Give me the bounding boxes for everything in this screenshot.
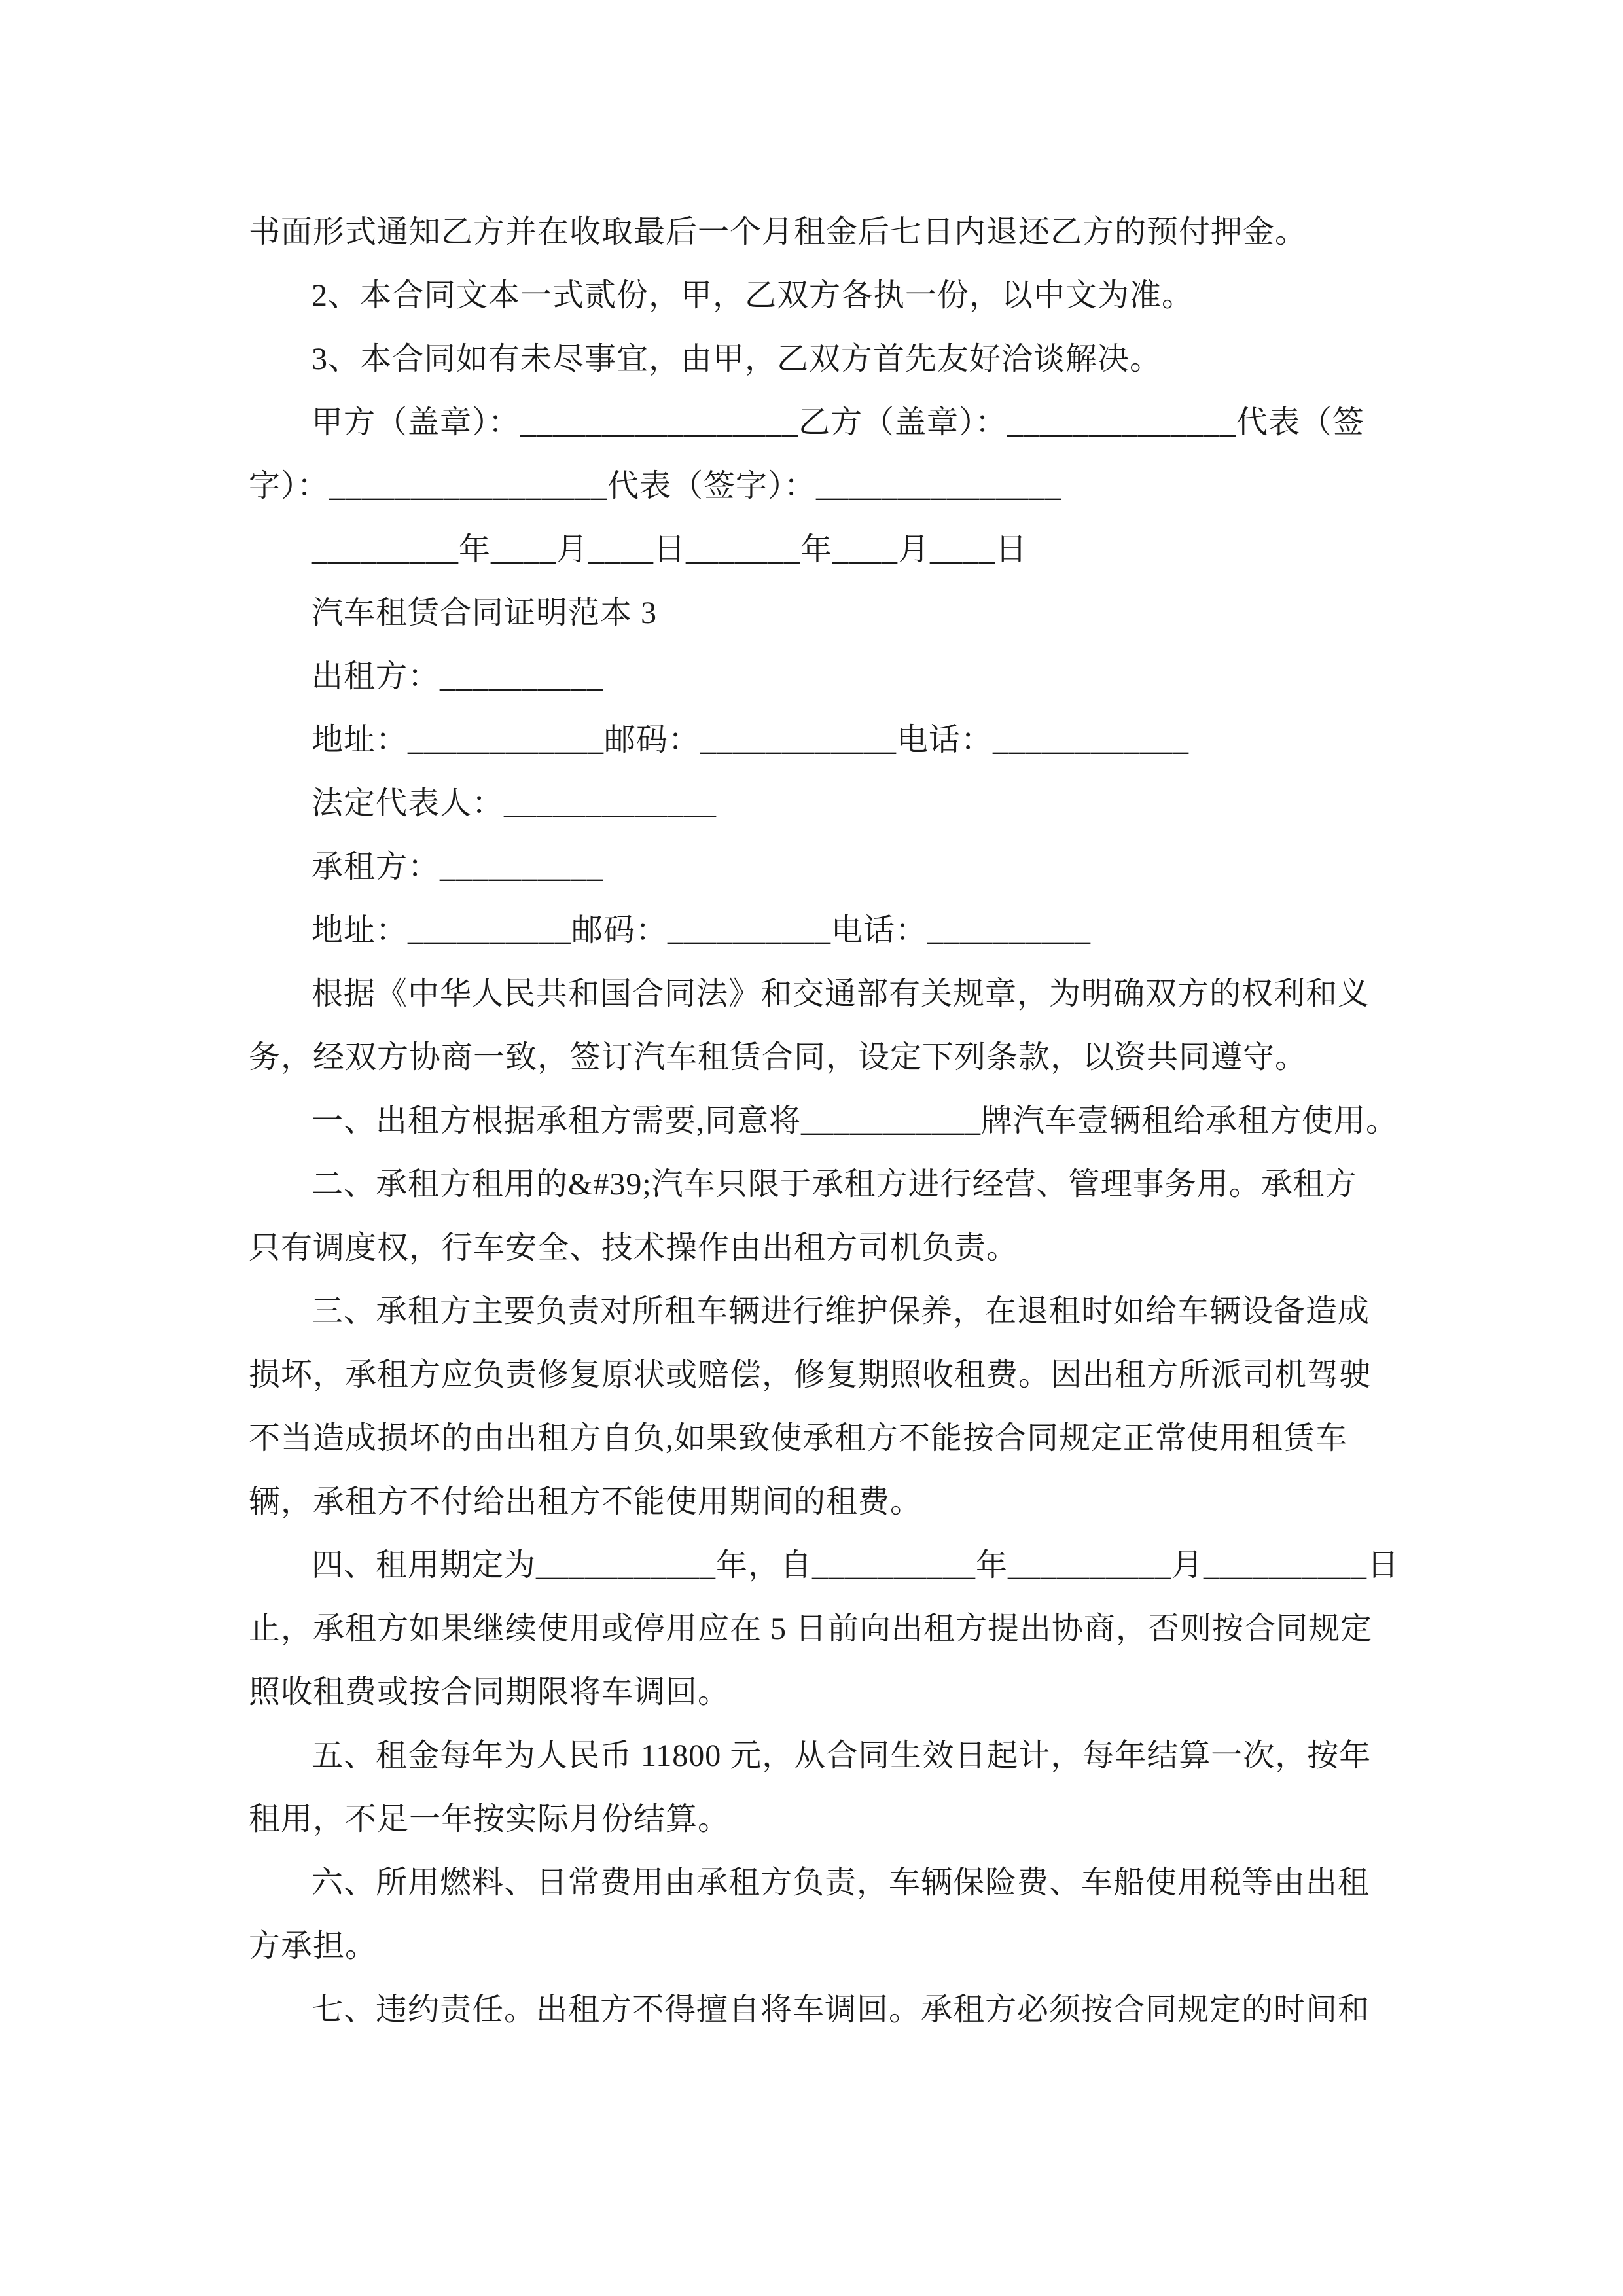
document-line: 法定代表人：_____________ <box>312 786 717 821</box>
document-line: 六、所用燃料、日常费用由承租方负责，车辆保险费、车船使用税等由出租 <box>312 1865 1370 1900</box>
document-line: 不当造成损坏的由出租方自负,如果致使承租方不能按合同规定正常使用租赁车 <box>249 1421 1348 1456</box>
document-line: 书面形式通知乙方并在收取最后一个月租金后七日内退还乙方的预付押金。 <box>249 215 1308 249</box>
document-line: 务，经双方协商一致，签订汽车租赁合同，设定下列条款，以资共同遵守。 <box>249 1040 1308 1075</box>
document-line: 止，承租方如果继续使用或停用应在 5 日前向出租方提出协商，否则按合同规定 <box>249 1611 1373 1646</box>
document-line: 3、本合同如有未尽事宜，由甲，乙双方首先友好洽谈解决。 <box>312 342 1162 376</box>
document-line: 地址：__________邮码：__________电话：__________ <box>312 913 1092 948</box>
document-line: 地址：____________邮码：____________电话：____________ <box>312 723 1190 757</box>
document-line: 二、承租方租用的&#39;汽车只限于承租方进行经营、管理事务用。承租方 <box>312 1167 1357 1202</box>
document-line: 七、违约责任。出租方不得擅自将车调回。承租方必须按合同规定的时间和 <box>312 1992 1370 2027</box>
document-line: 承租方：__________ <box>312 850 604 884</box>
document-line: 一、出租方根据承租方需要,同意将___________牌汽车壹辆租给承租方使用。 <box>312 1103 1399 1138</box>
document-line: 汽车租赁合同证明范本 3 <box>312 596 658 630</box>
document-line: _________年____月____日_______年____月____日 <box>312 532 1028 567</box>
document-line: 方承担。 <box>249 1929 378 1964</box>
document-line: 出租方：__________ <box>312 659 604 694</box>
document-line: 四、租用期定为___________年，自__________年__________月__________日 <box>312 1548 1400 1583</box>
document-line: 租用，不足一年按实际月份结算。 <box>249 1802 730 1837</box>
document-line: 字）：_________________代表（签字）：_______________ <box>249 469 1062 503</box>
document-line: 三、承租方主要负责对所租车辆进行维护保养，在退租时如给车辆设备造成 <box>312 1294 1370 1329</box>
document-line: 照收租费或按合同期限将车调回。 <box>249 1675 730 1710</box>
document-line: 只有调度权，行车安全、技术操作由出租方司机负责。 <box>249 1230 1019 1265</box>
document-line: 甲方（盖章）：_________________乙方（盖章）：______________代表（签 <box>312 405 1365 440</box>
document-line: 2、本合同文本一式贰份，甲，乙双方各执一份，以中文为准。 <box>312 278 1194 313</box>
document-body <box>249 200 1400 2041</box>
document-line: 损坏，承租方应负责修复原状或赔偿，修复期照收租费。因出租方所派司机驾驶 <box>249 1357 1372 1392</box>
document-line: 辆，承租方不付给出租方不能使用期间的租费。 <box>249 1484 923 1519</box>
document-line: 根据《中华人民共和国合同法》和交通部有关规章，为明确双方的权利和义 <box>312 977 1370 1011</box>
document-line: 五、租金每年为人民币 11800 元，从合同生效日起计，每年结算一次，按年 <box>312 1738 1372 1773</box>
